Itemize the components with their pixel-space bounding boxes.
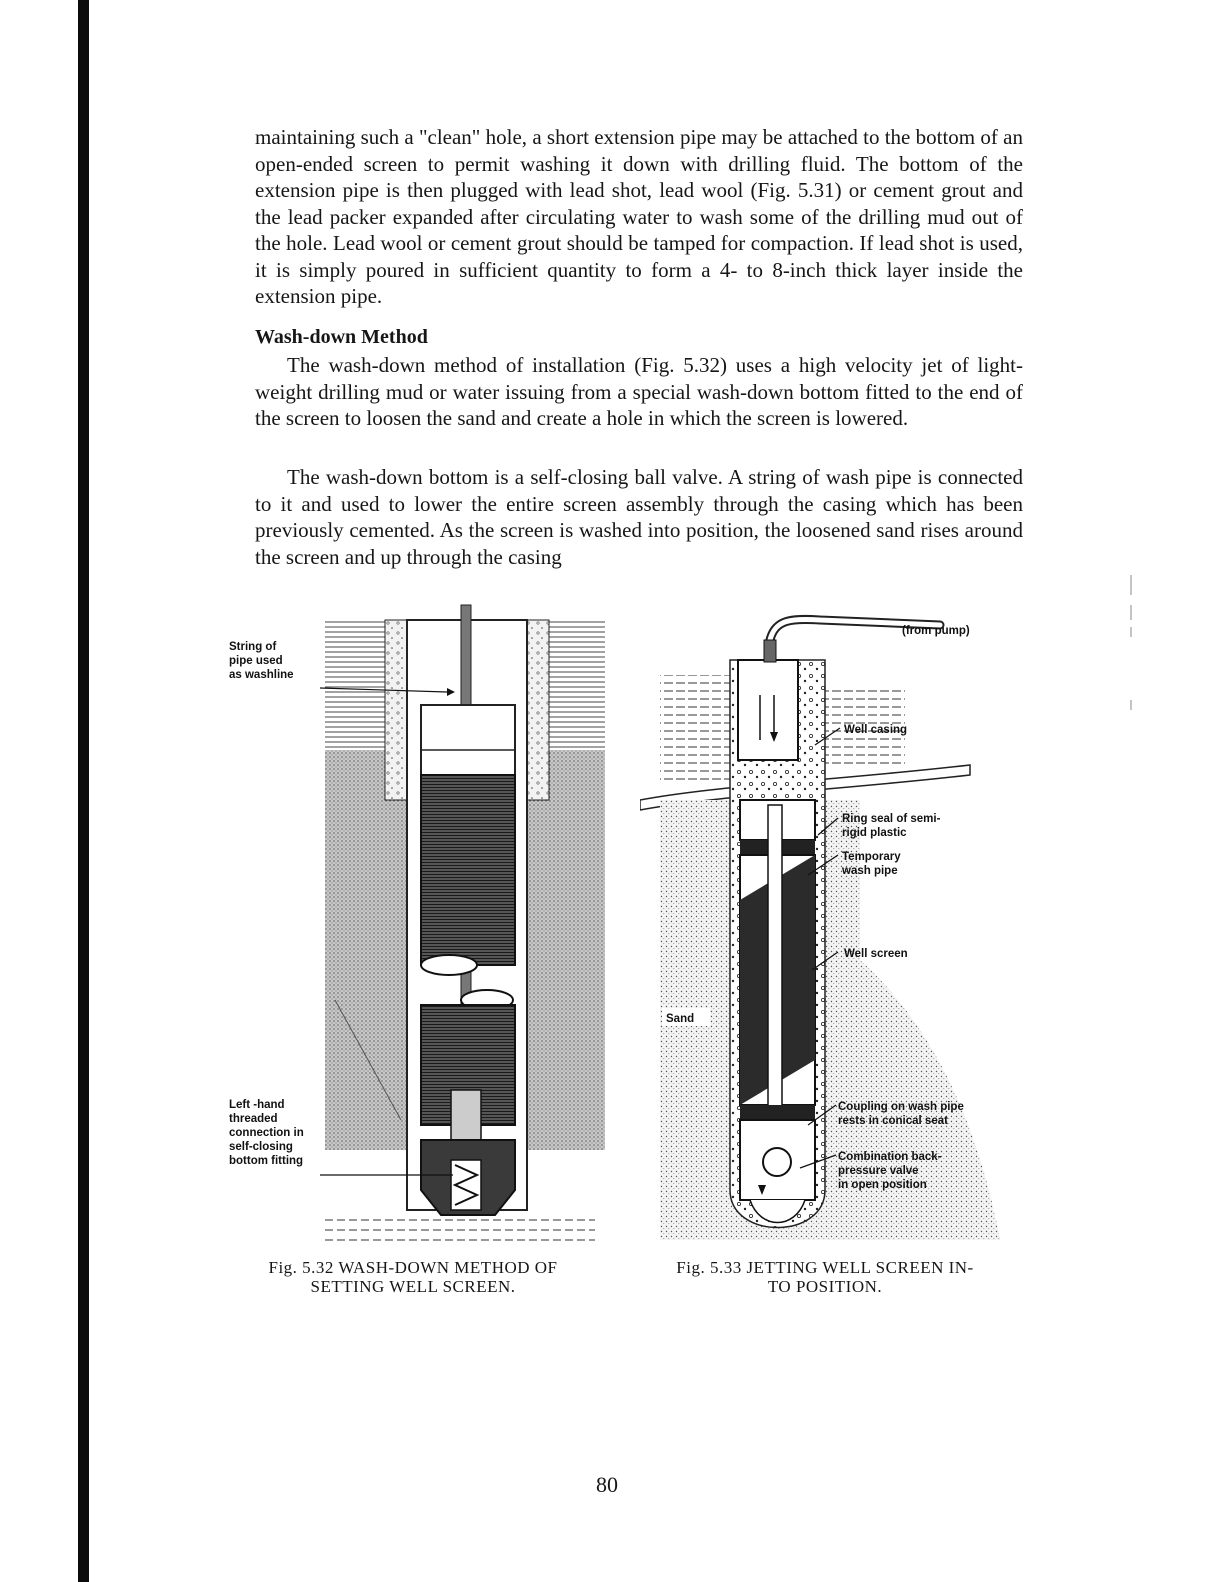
caption-532-line-1: Fig. 5.32 WASH-DOWN METHOD OF (268, 1258, 558, 1277)
label-open-position: in open position (838, 1179, 927, 1191)
caption-533-line-1: Fig. 5.33 JETTING WELL SCREEN IN- (676, 1258, 974, 1277)
caption-533-line-2: TO POSITION. (767, 1277, 883, 1296)
figure-caption-533 (640, 1258, 1010, 1296)
label-temporary: Temporary (842, 851, 901, 863)
body-paragraph-2: The wash-down method of installation (Fig. 5.32) uses a high velocity jet of light-weight drilling mud or water issuing from a special wash-down bottom fitted to the end of the screen to loosen the sand and create a hole in which the screen is lowered. (255, 353, 1023, 430)
label-connection-in: connection in (229, 1127, 304, 1139)
label-ring-seal: Ring seal of semi- (842, 813, 941, 825)
page-binding-edge (78, 0, 89, 1582)
label-pressure-valve: pressure valve (838, 1165, 919, 1177)
label-wash-pipe: wash pipe (842, 865, 898, 877)
label-left-hand: Left -hand (229, 1099, 285, 1111)
wash-down-illustration (225, 600, 605, 1250)
section-heading: Wash-down Method (255, 326, 428, 348)
label-from-pump: (from pump) (902, 625, 970, 637)
jetting-illustration (640, 600, 1010, 1250)
label-bottom-fitting: bottom fitting (229, 1155, 304, 1167)
label-well-screen: Well screen (844, 948, 908, 960)
body-paragraph-3: The wash-down bottom is a self-closing ball valve. A string of wash pipe is connected to it and used to lower the entire screen assembly through the casing which has been previously cemented. As the screen is washed into position, the loosened sand rises around the screen and up through the casing (255, 465, 1023, 569)
label-rigid-plastic: rigid plastic (842, 827, 907, 839)
page-number: 80 (596, 1472, 618, 1497)
label-combination: Combination back- (838, 1151, 942, 1163)
label-coupling: Coupling on wash pipe (838, 1101, 964, 1113)
caption-532-line-2: SETTING WELL SCREEN. (310, 1277, 516, 1296)
figure-caption-532 (228, 1258, 598, 1296)
label-sand: Sand (666, 1013, 695, 1025)
scan-specks (1130, 575, 1132, 715)
label-threaded: threaded (229, 1113, 278, 1125)
label-conical-seat: rests in conical seat (838, 1115, 948, 1127)
figure-wash-down-method (225, 600, 605, 1250)
body-paragraph-1: maintaining such a "clean" hole, a short extension pipe may be attached to the bottom of an open-ended screen to permit washing it down with drilling fluid. The bottom of the extension pipe is then plugged with lead shot, lead wool (Fig. 5.31) or cement grout and the lead packer expanded after circulating water to wash some of the drilling mud out of the hole. Lead wool or cement grout should be tamped for compaction. If lead shot is used, it is simply poured in sufficient quantity to form a 4- to 8-inch thick layer inside the extension pipe. (255, 125, 1023, 308)
figure-jetting-well-screen (640, 600, 1010, 1250)
label-as-washline: as washline (229, 669, 294, 681)
label-string-of: String of (229, 641, 277, 653)
label-pipe-used: pipe used (229, 655, 283, 667)
label-self-closing: self-closing (229, 1141, 293, 1153)
label-well-casing: Well casing (844, 724, 908, 736)
